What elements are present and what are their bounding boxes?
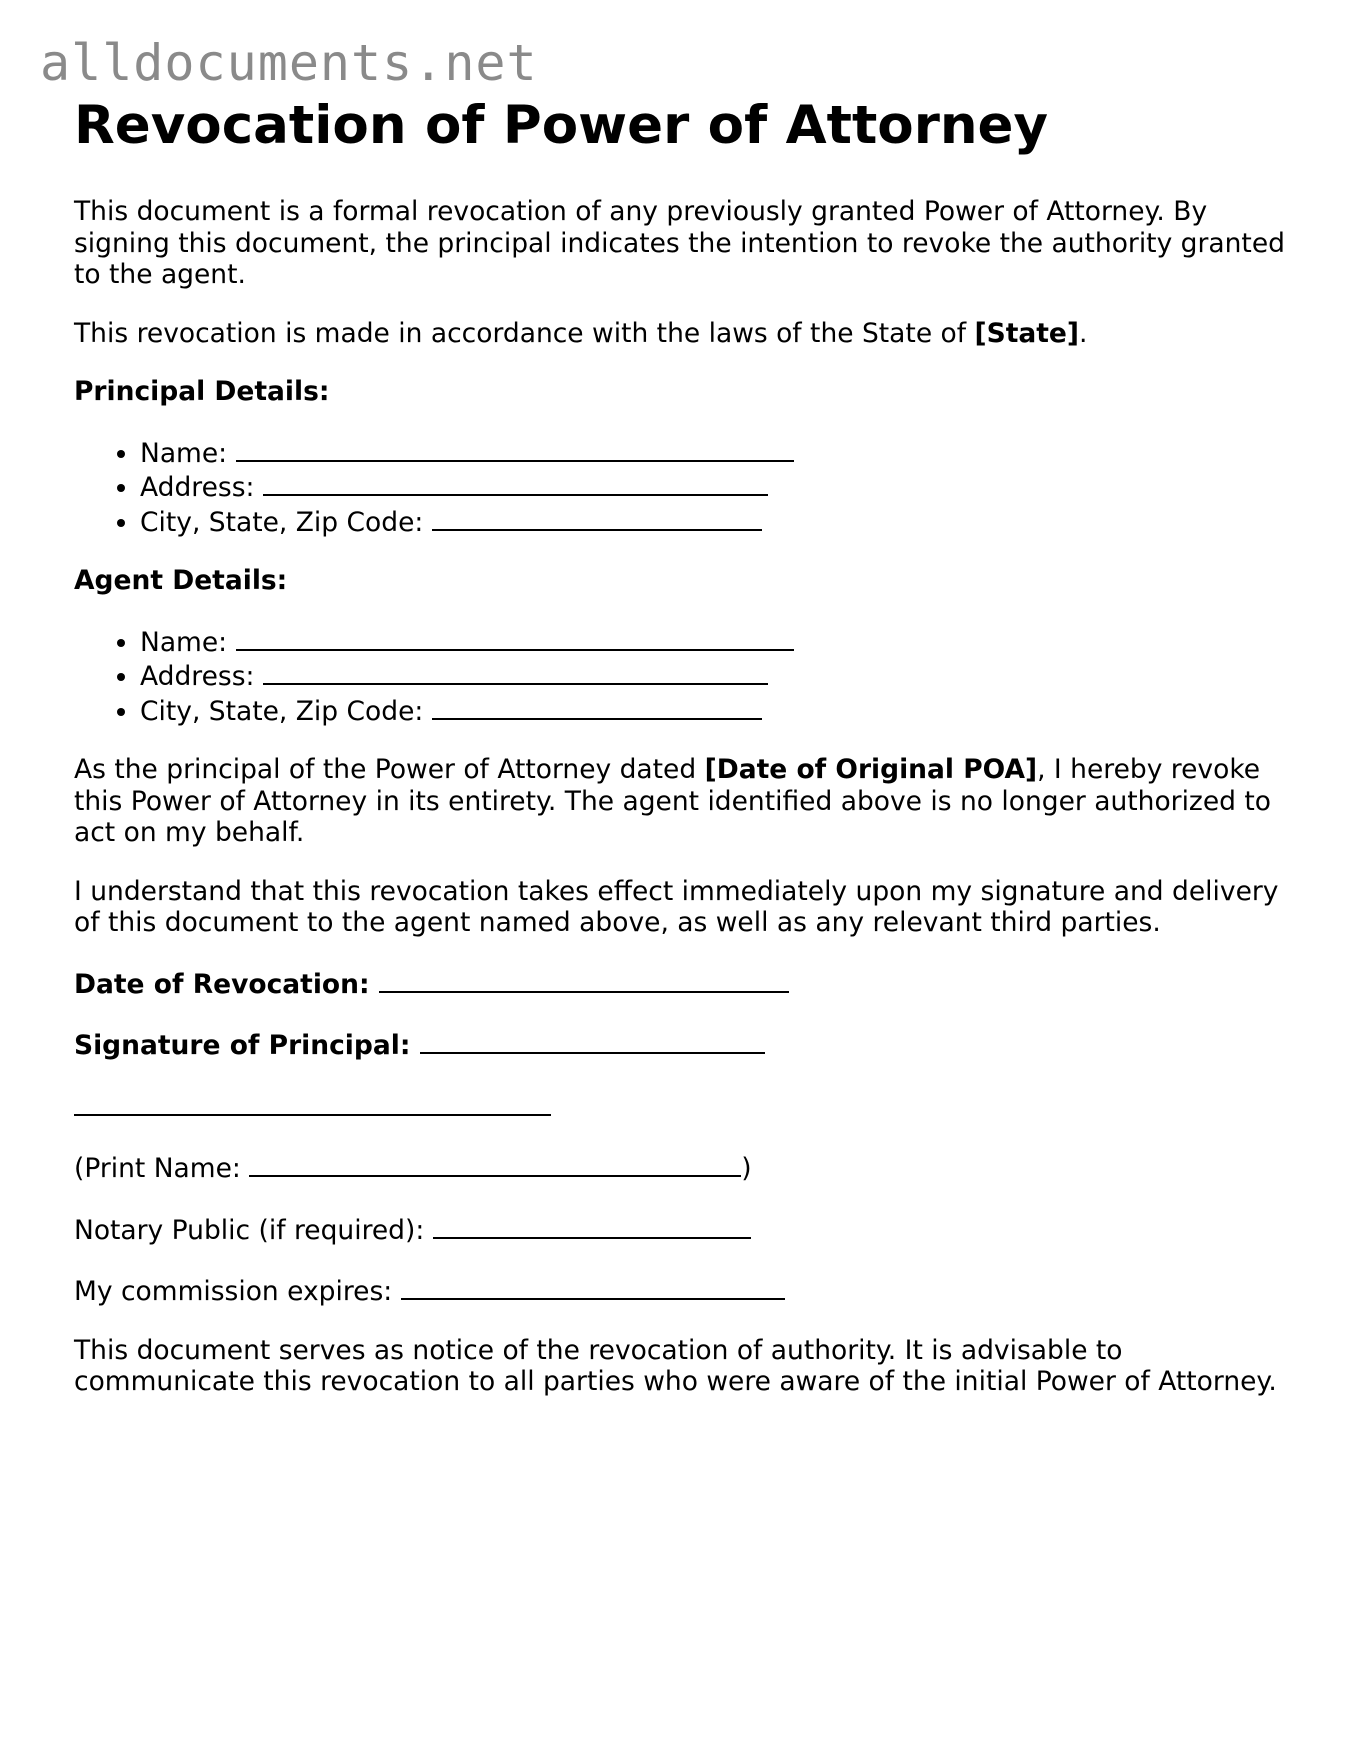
print-name-line xyxy=(74,1150,1294,1185)
document-title: Revocation of Power of Attorney xyxy=(74,95,1049,156)
document-page xyxy=(74,96,1294,1425)
agent-city-item xyxy=(140,693,1294,728)
notary-field[interactable] xyxy=(433,1212,751,1239)
revoke-clause xyxy=(74,754,1294,849)
commission-expires-field[interactable] xyxy=(401,1273,785,1300)
date-of-revocation-line xyxy=(74,966,1294,1001)
signature-of-principal-field[interactable] xyxy=(420,1027,765,1054)
notary-line xyxy=(74,1212,1294,1247)
agent-name-field[interactable] xyxy=(236,624,794,651)
closing-paragraph: This document serves as notice of the revocation of authority. It is advisable to communicate this revocation to all parties who were aware of the initial Power of Attorney. xyxy=(74,1334,1277,1397)
watermark: alldocuments.net xyxy=(40,34,538,92)
field-label: Address: xyxy=(140,661,263,692)
principal-city-state-zip-field[interactable] xyxy=(432,504,762,531)
principal-details-heading: Principal Details: xyxy=(74,376,330,407)
state-clause-suffix: . xyxy=(1079,317,1088,349)
revoke-clause-prefix: As the principal of the Power of Attorney dated xyxy=(74,754,705,785)
agent-details-heading: Agent Details: xyxy=(74,565,288,596)
field-label: Address: xyxy=(140,472,263,503)
revoke-clause-suffix: , I hereby revoke this Power of Attorney in its entirety. The agent identified above is no longer authorized to act on my behalf. xyxy=(74,754,1271,848)
intro-paragraph: This document is a formal revocation of any previously granted Power of Attorney. By signing this document, the principal indicates the intention to revoke the authority granted to the agent. xyxy=(74,196,1285,290)
signature-of-principal-label: Signature of Principal: xyxy=(74,1030,420,1061)
principal-address-field[interactable] xyxy=(263,469,768,496)
commission-label: My commission expires: xyxy=(74,1276,401,1307)
commission-line xyxy=(74,1273,1294,1308)
date-of-revocation-field[interactable] xyxy=(379,966,789,993)
signature-of-principal-line xyxy=(74,1027,1294,1062)
state-clause-prefix: This revocation is made in accordance with the laws of the State of xyxy=(74,317,975,349)
principal-details-list xyxy=(74,435,1294,539)
principal-name-item xyxy=(140,435,1294,470)
agent-address-item xyxy=(140,658,1294,693)
print-name-suffix: ) xyxy=(741,1153,752,1184)
principal-name-field[interactable] xyxy=(236,435,794,462)
agent-details-list xyxy=(74,624,1294,728)
notary-label: Notary Public (if required): xyxy=(74,1214,433,1246)
print-name-prefix: (Print Name: xyxy=(74,1153,250,1184)
signature-line xyxy=(74,1089,1294,1124)
state-clause xyxy=(74,318,1294,350)
field-label: City, State, Zip Code: xyxy=(140,695,432,727)
field-label: Name: xyxy=(140,626,236,658)
state-placeholder: [State] xyxy=(974,317,1080,349)
original-poa-date-placeholder: [Date of Original POA] xyxy=(704,754,1038,785)
field-label: Name: xyxy=(140,437,236,469)
agent-city-state-zip-field[interactable] xyxy=(432,693,762,720)
agent-name-item xyxy=(140,624,1294,659)
principal-address-item xyxy=(140,469,1294,504)
field-label: City, State, Zip Code: xyxy=(140,506,432,538)
date-of-revocation-label: Date of Revocation: xyxy=(74,968,379,1000)
effect-clause: I understand that this revocation takes effect immediately upon my signature and delivery of this document to the agent named above, as well as any relevant third parties. xyxy=(74,875,1279,938)
agent-address-field[interactable] xyxy=(263,658,768,685)
principal-city-item xyxy=(140,504,1294,539)
print-name-field[interactable] xyxy=(249,1150,741,1177)
signature-field[interactable] xyxy=(74,1089,551,1116)
